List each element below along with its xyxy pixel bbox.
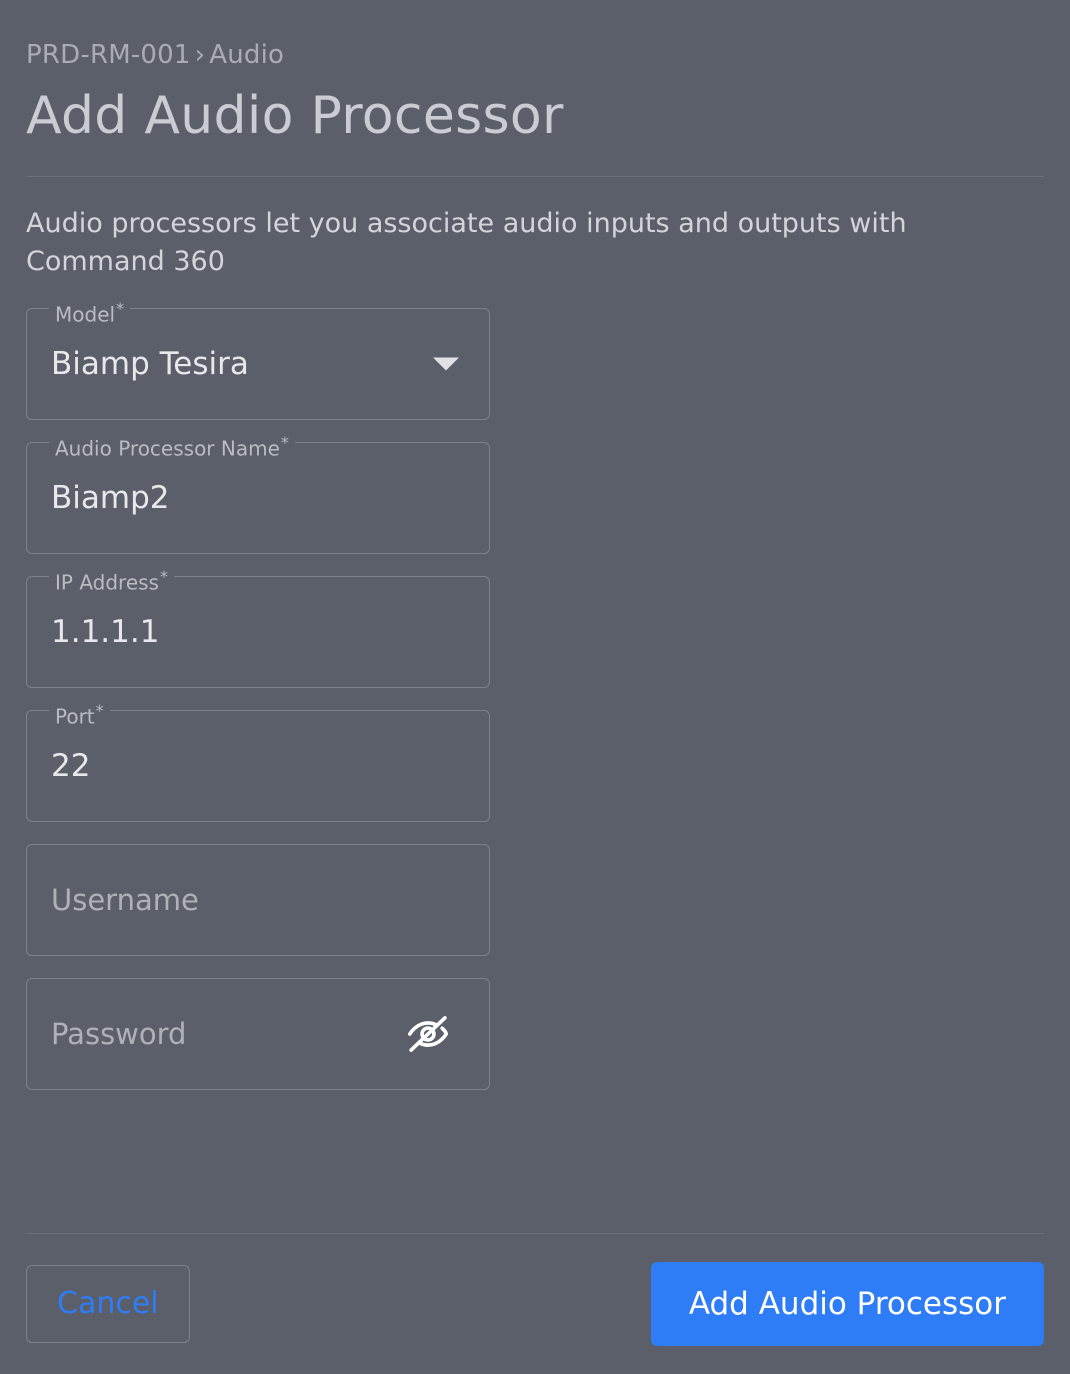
username-field[interactable] [26,844,490,956]
password-placeholder: Password [51,1016,187,1051]
model-label: Model* [49,297,130,327]
port-field[interactable] [26,700,490,822]
port-label: Port* [49,699,110,729]
audio-processor-name-label: Audio Processor Name* [49,431,295,461]
ip-address-label: IP Address* [49,565,174,595]
header-divider [26,176,1044,177]
breadcrumb-current[interactable]: Audio [209,40,285,70]
cancel-button[interactable]: Cancel [26,1265,190,1343]
ip-address-field[interactable] [26,566,490,688]
page-title: Add Audio Processor [26,86,564,146]
audio-processor-name-value: Biamp2 [51,479,170,516]
dialog-description: Audio processors let you associate audio inputs and outputs with Command 360 [26,208,907,278]
eye-off-icon[interactable] [405,1011,451,1057]
password-field[interactable] [26,978,490,1090]
username-placeholder: Username [51,882,199,917]
audio-processor-form [26,298,1044,1233]
breadcrumb [26,40,1044,70]
chevron-down-icon[interactable] [433,357,459,370]
breadcrumb-separator-icon: › [194,40,206,70]
model-select[interactable] [26,298,490,420]
audio-processor-name-field[interactable] [26,432,490,554]
dialog-footer [26,1262,1044,1374]
model-value: Biamp Tesira [51,345,249,382]
port-value: 22 [51,747,91,784]
breadcrumb-parent[interactable]: PRD-RM-001 [26,40,191,70]
ip-address-value: 1.1.1.1 [51,613,160,650]
add-audio-processor-button[interactable]: Add Audio Processor [651,1262,1044,1346]
footer-divider [26,1233,1044,1234]
